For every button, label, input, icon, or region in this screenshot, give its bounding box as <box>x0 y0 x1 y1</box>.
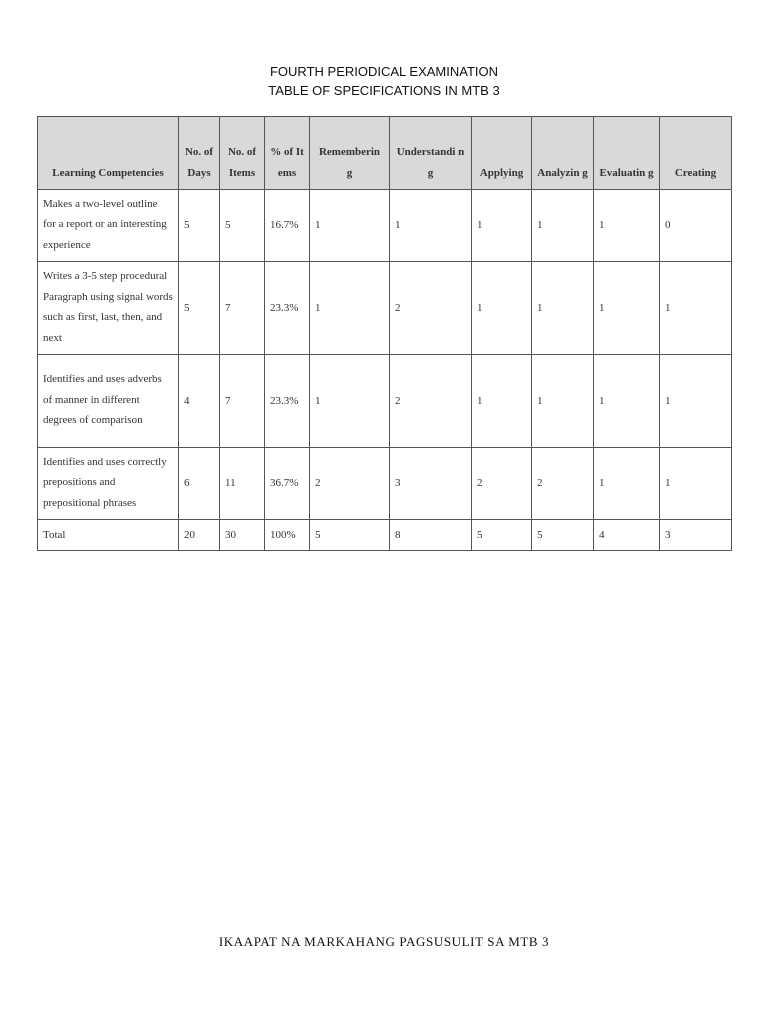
understanding-cell: 1 <box>390 190 472 262</box>
footer-title: IKAAPAT NA MARKAHANG PAGSUSULIT SA MTB 3 <box>218 934 550 949</box>
items-cell: 7 <box>220 355 265 448</box>
items-cell: 5 <box>220 190 265 262</box>
evaluating-cell: 1 <box>594 448 660 520</box>
evaluating-cell: 1 <box>594 355 660 448</box>
column-header-understanding: Understandi ng <box>390 117 472 190</box>
percent-cell: 23.3% <box>265 355 310 448</box>
percent-cell: 16.7% <box>265 190 310 262</box>
days-cell: 5 <box>179 262 220 355</box>
table-row <box>38 448 732 520</box>
competency-cell: Identifies and uses adverbs of manner in different degrees of comparison <box>38 355 179 448</box>
table-row <box>38 355 732 448</box>
applying-cell: 1 <box>472 262 532 355</box>
understanding-cell: 2 <box>390 262 472 355</box>
table-row <box>38 262 732 355</box>
column-header-creating: Creating <box>660 117 732 190</box>
applying-cell: 1 <box>472 190 532 262</box>
evaluating-cell: 1 <box>594 190 660 262</box>
total-creating-cell: 3 <box>660 520 732 551</box>
percent-cell: 23.3% <box>265 262 310 355</box>
column-header-evaluating: Evaluatin g <box>594 117 660 190</box>
days-cell: 5 <box>179 190 220 262</box>
creating-cell: 1 <box>660 448 732 520</box>
competency-cell: Identifies and uses correctly prepositions and prepositional phrases <box>38 448 179 520</box>
total-row <box>38 520 732 551</box>
column-header-percent: % of Items <box>265 117 310 190</box>
remembering-cell: 1 <box>310 190 390 262</box>
creating-cell: 1 <box>660 262 732 355</box>
remembering-cell: 1 <box>310 355 390 448</box>
table-header-row <box>38 117 732 190</box>
column-header-days: No. of Days <box>179 117 220 190</box>
items-cell: 11 <box>220 448 265 520</box>
table-row <box>38 190 732 262</box>
document-title-line1: FOURTH PERIODICAL EXAMINATION <box>269 64 498 79</box>
column-header-analyzing: Analyzin g <box>532 117 594 190</box>
total-remembering-cell: 5 <box>310 520 390 551</box>
applying-cell: 2 <box>472 448 532 520</box>
total-analyzing-cell: 5 <box>532 520 594 551</box>
remembering-cell: 2 <box>310 448 390 520</box>
evaluating-cell: 1 <box>594 262 660 355</box>
total-items-cell: 30 <box>220 520 265 551</box>
percent-cell: 36.7% <box>265 448 310 520</box>
remembering-cell: 1 <box>310 262 390 355</box>
column-header-items: No. of Items <box>220 117 265 190</box>
applying-cell: 1 <box>472 355 532 448</box>
understanding-cell: 2 <box>390 355 472 448</box>
creating-cell: 0 <box>660 190 732 262</box>
competency-cell: Writes a 3-5 step procedural Paragraph using signal words such as first, last, then, and next <box>38 262 179 355</box>
analyzing-cell: 1 <box>532 190 594 262</box>
understanding-cell: 3 <box>390 448 472 520</box>
column-header-remembering: Rememberin g <box>310 117 390 190</box>
total-applying-cell: 5 <box>472 520 532 551</box>
document-title-line2: TABLE OF SPECIFICATIONS IN MTB 3 <box>268 83 500 98</box>
analyzing-cell: 1 <box>532 262 594 355</box>
total-evaluating-cell: 4 <box>594 520 660 551</box>
competency-cell: Makes a two-level outline for a report or an interesting experience <box>38 190 179 262</box>
total-understanding-cell: 8 <box>390 520 472 551</box>
table-of-specifications <box>37 116 732 551</box>
creating-cell: 1 <box>660 355 732 448</box>
total-label: Total <box>38 520 179 551</box>
analyzing-cell: 1 <box>532 355 594 448</box>
total-days-cell: 20 <box>179 520 220 551</box>
total-percent-cell: 100% <box>265 520 310 551</box>
days-cell: 4 <box>179 355 220 448</box>
items-cell: 7 <box>220 262 265 355</box>
days-cell: 6 <box>179 448 220 520</box>
analyzing-cell: 2 <box>532 448 594 520</box>
column-header-applying: Applying <box>472 117 532 190</box>
column-header-competencies: Learning Competencies <box>38 117 179 190</box>
